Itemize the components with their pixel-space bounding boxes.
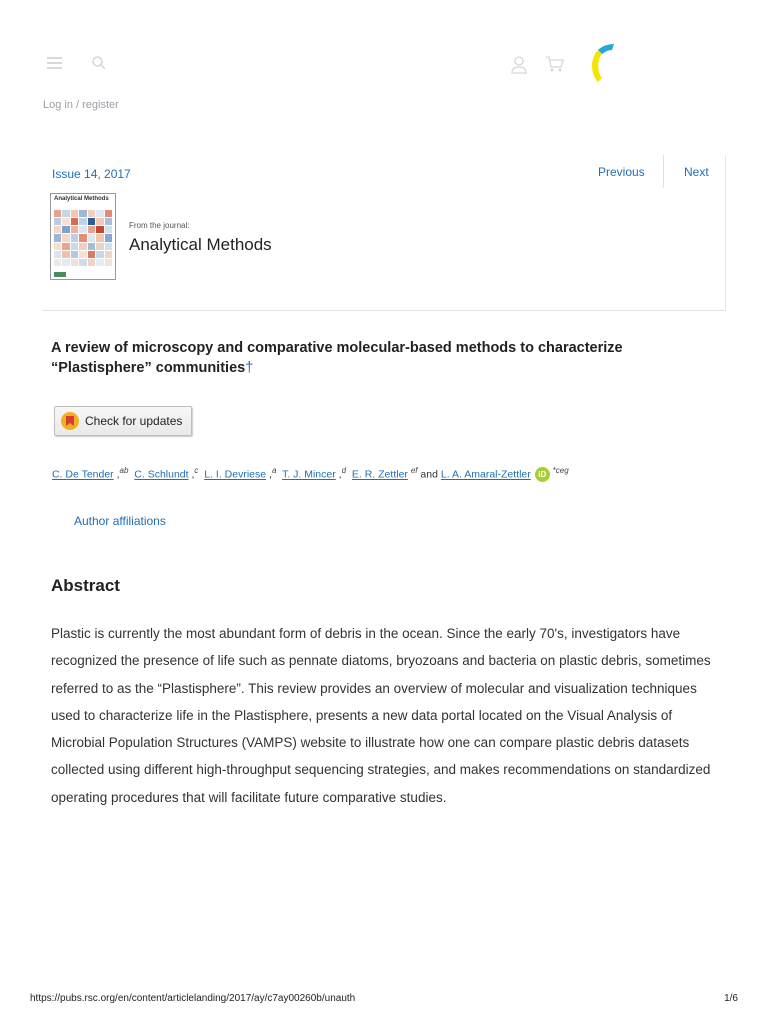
abstract-heading: Abstract xyxy=(51,576,120,595)
article-title xyxy=(51,338,701,378)
author-link[interactable]: L. I. Devriese xyxy=(204,468,267,481)
author-affiliation-sup: c xyxy=(194,466,199,475)
orcid-icon[interactable]: iD xyxy=(535,467,550,482)
cover-title: Analytical Methods xyxy=(54,196,109,202)
crossmark-icon xyxy=(61,412,79,430)
journal-name[interactable]: Analytical Methods xyxy=(129,235,272,254)
supplementary-marker[interactable]: † xyxy=(245,360,254,376)
cover-publisher-logo xyxy=(54,272,66,277)
author-affiliation-sup: ab xyxy=(119,466,129,475)
author-link[interactable]: E. R. Zettler xyxy=(351,468,408,481)
rsc-logo-icon[interactable] xyxy=(588,42,616,82)
check-for-updates-button[interactable] xyxy=(54,406,192,436)
author-link[interactable]: T. J. Mincer xyxy=(282,468,336,481)
section-divider xyxy=(42,310,726,311)
issue-link[interactable]: Issue 14, 2017 xyxy=(52,167,131,181)
author-link[interactable]: C. De Tender xyxy=(52,468,114,481)
user-icon[interactable] xyxy=(510,55,528,75)
cart-icon[interactable] xyxy=(545,55,565,73)
next-article-link[interactable]: Next xyxy=(684,165,709,179)
panel-border xyxy=(725,155,726,310)
print-url: https://pubs.rsc.org/en/content/articlelanding/2017/ay/c7ay00260b/unauth xyxy=(30,993,356,1004)
check-for-updates-label: Check for updates xyxy=(85,414,183,428)
author-link[interactable]: L. A. Amaral-Zettler xyxy=(440,468,531,481)
print-page-number: 1/6 xyxy=(724,993,738,1004)
abstract-text: Plastic is currently the most abundant form of debris in the ocean. Since the early 70's, investigators have recognized the presence of life such as pennate diatoms, bryozoans and bacteria on plastic debris, sometimes referred to as the “Plastisphere”. This review provides an overview of molecular and visualization techniques used to characterize life in the Plastisphere, presents a new data portal located on the Visual Analysis of Microbial Population Structures (VAMPS) website to illustrate how one can compare plastic debris datasets collected using different high-throughput sequencing strategies, and makes recommendations on standardized operating procedures that will facilitate future comparative studies. xyxy=(51,626,711,805)
article-title-text: A review of microscopy and comparative molecular-based methods to characterize “Plastisphere” communities xyxy=(51,340,623,376)
from-journal-label: From the journal: xyxy=(129,221,190,230)
author-link[interactable]: C. Schlundt xyxy=(134,468,189,481)
nav-divider xyxy=(663,155,664,188)
cover-mosaic xyxy=(54,210,112,266)
journal-cover-image[interactable] xyxy=(50,193,116,280)
author-affiliation-sup: d xyxy=(341,466,347,475)
author-list: C. De Tender ,$^{ab}$ C. Schlundt ,$^c$ L. I. Devriese ,$^a$ T. J. Mincer ,$^d$ E. R. Zettler $^{ef}$ and L. A. Amaral-Zettler iD $^{*ceg}$ xyxy=(52,466,569,481)
search-icon[interactable] xyxy=(91,55,107,71)
previous-article-link[interactable]: Previous xyxy=(598,165,645,179)
menu-icon[interactable] xyxy=(47,57,62,70)
and-text: and xyxy=(420,468,438,481)
author-affiliation-sup: *ceg xyxy=(552,466,569,475)
login-register-link[interactable]: Log in / register xyxy=(43,99,119,111)
author-affiliation-sup: ef xyxy=(410,466,418,475)
author-affiliations-toggle[interactable]: Author affiliations xyxy=(74,514,166,528)
author-affiliation-sup: a xyxy=(271,466,277,475)
